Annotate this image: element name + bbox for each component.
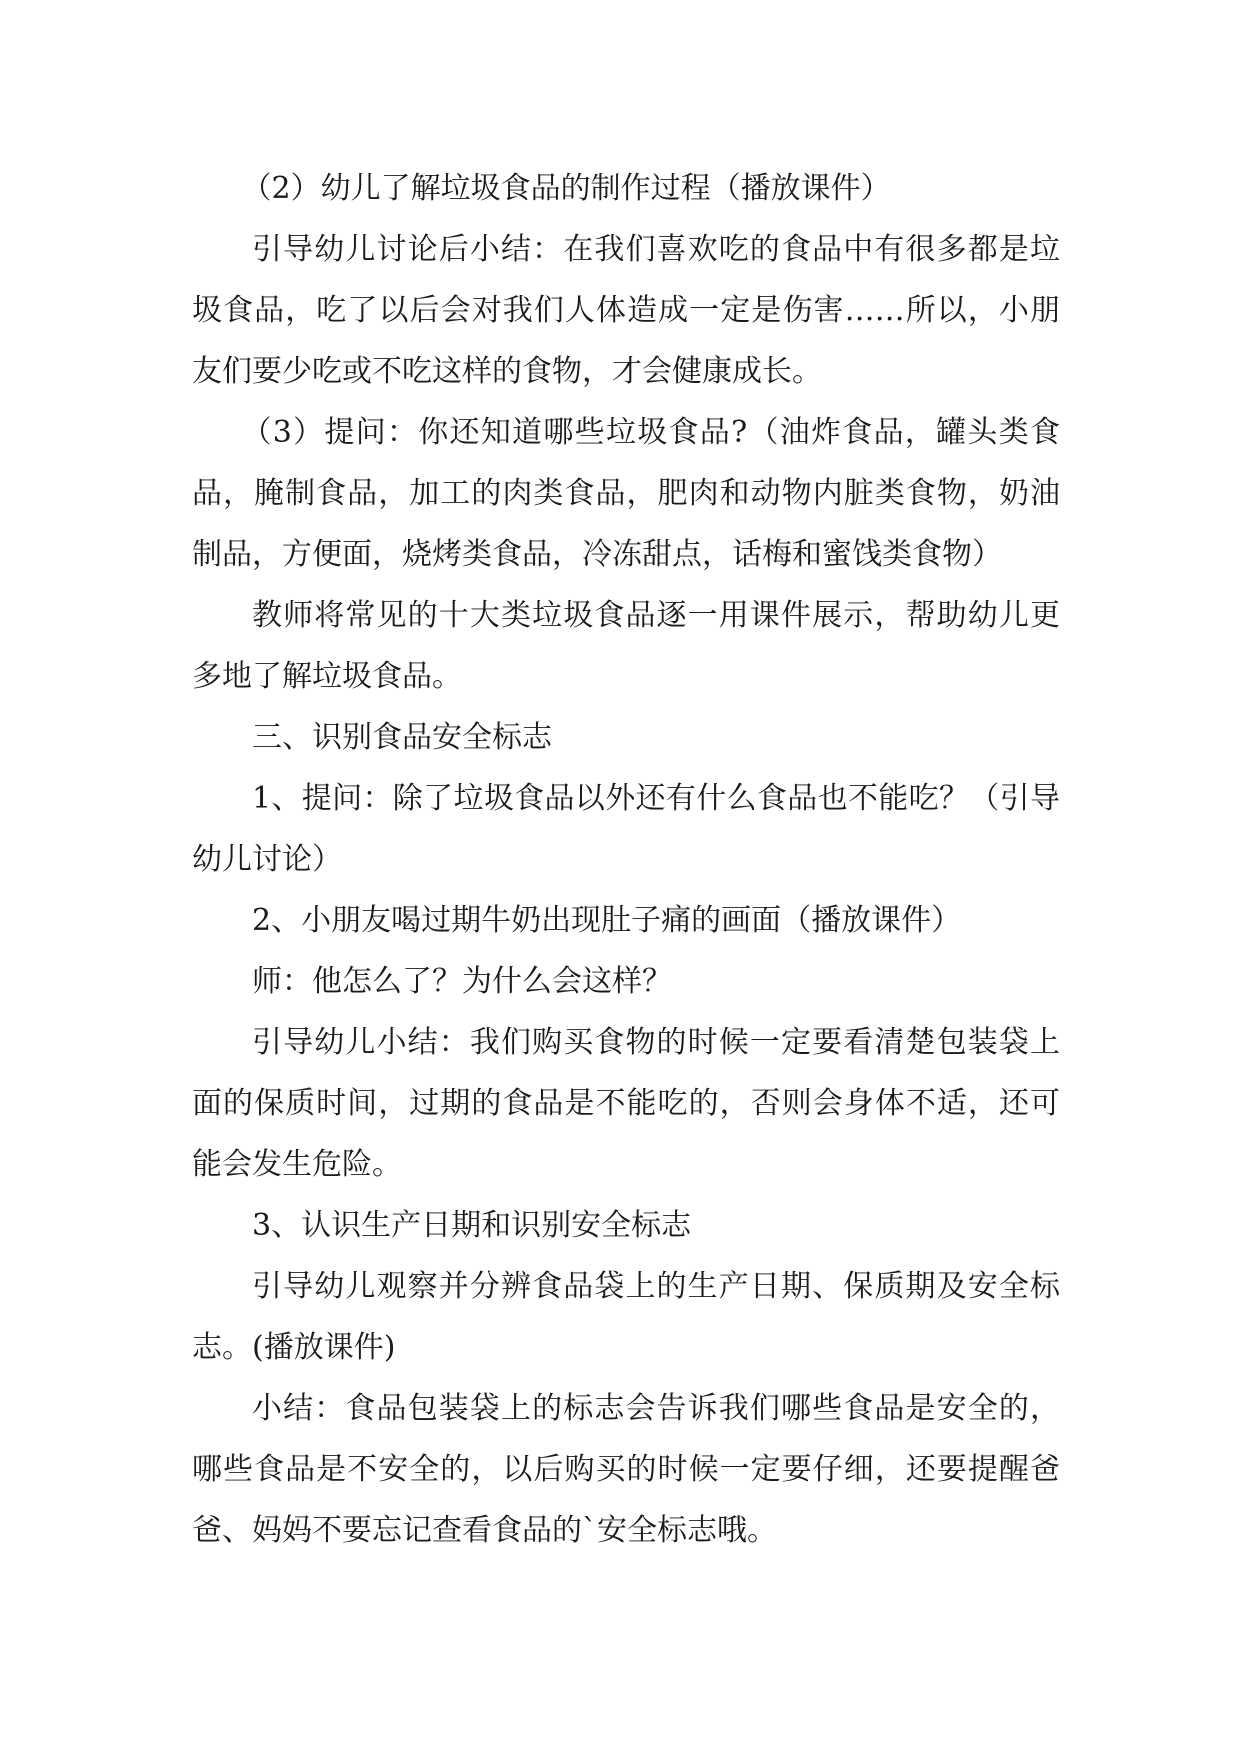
paragraph-teacher-display: 教师将常见的十大类垃圾食品逐一用课件展示，帮助幼儿更多地了解垃圾食品。 [192, 598, 1060, 694]
paragraph-observe-labels: 引导幼儿观察并分辨食品袋上的生产日期、保质期及安全标志。(播放课件) [192, 1269, 1060, 1365]
paragraph-summary-expiry: 引导幼儿小结：我们购买食物的时候一定要看清楚包装袋上面的保质时间，过期的食品是不能吃的，否则会身体不适，还可能会发生危险。 [192, 1025, 1060, 1182]
paragraph-step-3-question: （3）提问：你还知道哪些垃圾食品?（油炸食品，罐头类食品，腌制食品，加工的肉类食品，肥肉和动物内脏类食物，奶油制品，方便面，烧烤类食品，冷冻甜点，话梅和蜜饯类食物） [192, 415, 1060, 572]
section-heading-safety-labels: 三、识别食品安全标志 [252, 720, 552, 755]
paragraph-item-1-question: 1、提问：除了垃圾食品以外还有什么食品也不能吃？（引导幼儿讨论） [192, 781, 1060, 877]
paragraph-final-summary: 小结：食品包装袋上的标志会告诉我们哪些食品是安全的，哪些食品是不安全的，以后购买的时候一定要仔细，还要提醒爸爸、妈妈不要忘记查看食品的`安全标志哦。 [192, 1391, 1060, 1548]
paragraph-summary-discussion: 引导幼儿讨论后小结：在我们喜欢吃的食品中有很多都是垃圾食品，吃了以后会对我们人体造成一定是伤害……所以，小朋友们要少吃或不吃这样的食物，才会健康成长。 [192, 232, 1060, 389]
paragraph-item-3-dates: 3、认识生产日期和识别安全标志 [252, 1208, 692, 1243]
paragraph-item-2-scene: 2、小朋友喝过期牛奶出现肚子痛的画面（播放课件） [252, 903, 962, 938]
paragraph-step-2: （2）幼儿了解垃圾食品的制作过程（播放课件） [241, 171, 891, 206]
document-body [192, 158, 1060, 1561]
paragraph-teacher-question: 师：他怎么了？为什么会这样？ [252, 964, 672, 999]
